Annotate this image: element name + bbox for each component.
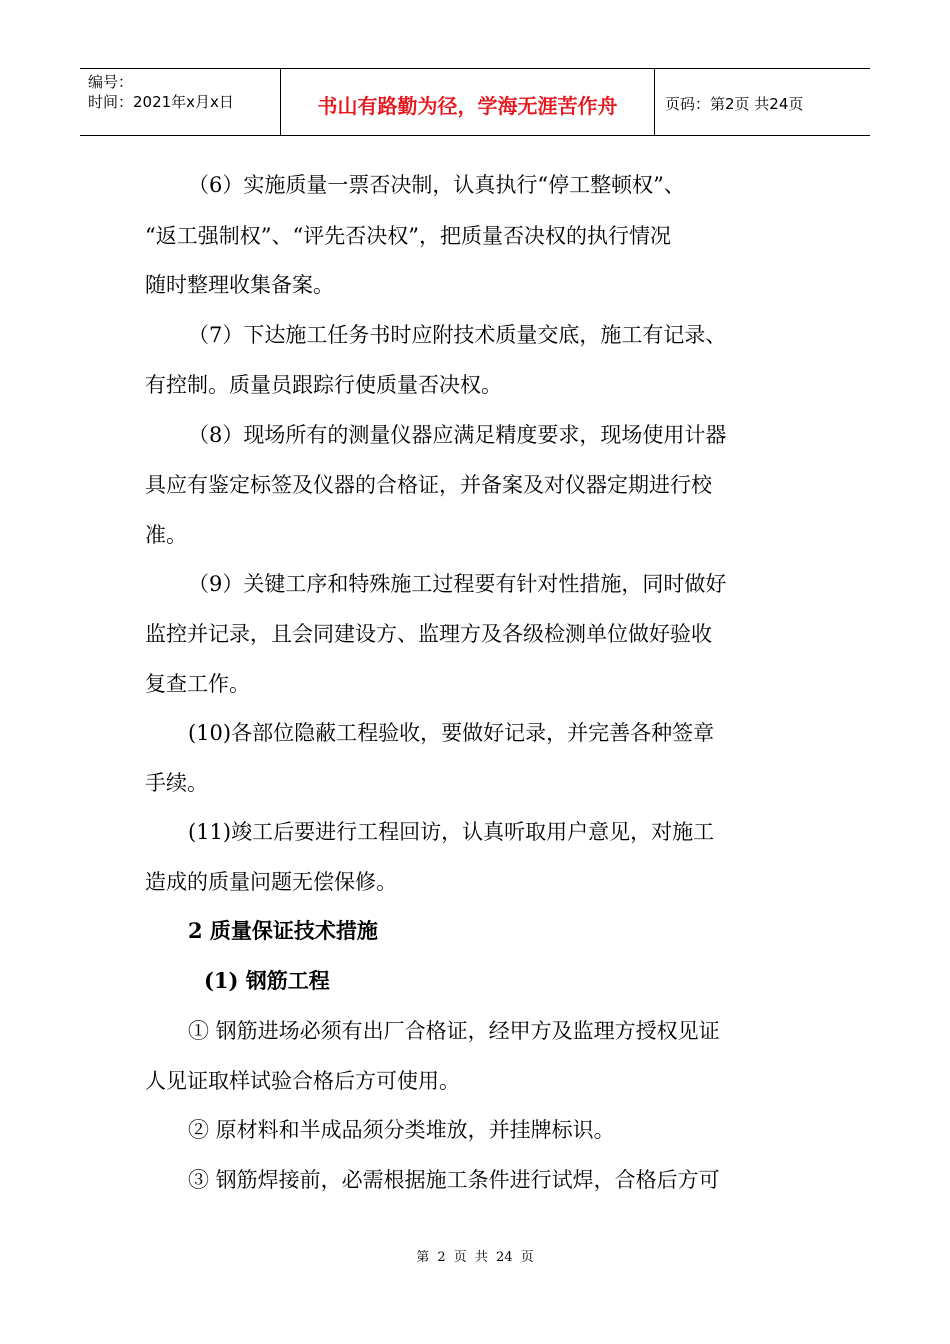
body-line: （9）关键工序和特殊施工过程要有针对性措施，同时做好	[188, 572, 727, 596]
body-line: ① 钢筋进场必须有出厂合格证，经甲方及监理方授权见证	[188, 1019, 720, 1043]
body-line: 有控制。质量员跟踪行使质量否决权。	[145, 373, 502, 397]
body-line: 人见证取样试验合格后方可使用。	[145, 1069, 460, 1093]
document-number: 编号：	[88, 73, 134, 91]
body-line: （6）实施质量一票否决制，认真执行“停工整顿权”、	[188, 173, 685, 197]
body-line: 随时整理收集备案。	[145, 273, 334, 297]
header-motto-cell	[281, 69, 655, 135]
body-line: (10)各部位隐蔽工程验收，要做好记录，并完善各种签章	[188, 721, 715, 745]
document-date: 时间：2021年x月x日	[88, 93, 234, 111]
header-motto: 书山有路勤为径，学海无涯苦作舟	[317, 93, 618, 118]
body-line: 监控并记录，且会同建设方、监理方及各级检测单位做好验收	[145, 622, 712, 646]
body-line: 具应有鉴定标签及仪器的合格证，并备案及对仪器定期进行校	[145, 473, 712, 497]
header-page-info: 页码：第2页 共24页	[665, 94, 804, 113]
body-line: ② 原材料和半成品须分类堆放，并挂牌标识。	[188, 1118, 615, 1142]
body-line: 准。	[145, 523, 187, 547]
body-line: （8）现场所有的测量仪器应满足精度要求，现场使用计器	[188, 423, 727, 447]
body-line: (11)竣工后要进行工程回访，认真听取用户意见，对施工	[188, 820, 715, 844]
page-footer: 第 2 页 共 24 页	[416, 1250, 534, 1265]
page-header	[80, 68, 870, 136]
section-heading: 2 质量保证技术措施	[188, 918, 378, 943]
body-line: 手续。	[145, 771, 208, 795]
body-line: “返工强制权”、“评先否决权”，把质量否决权的执行情况	[145, 224, 671, 248]
header-page-cell	[655, 69, 870, 135]
subsection-heading: (1) 钢筋工程	[204, 968, 330, 993]
body-line: ③ 钢筋焊接前，必需根据施工条件进行试焊，合格后方可	[188, 1168, 720, 1192]
body-line: （7）下达施工任务书时应附技术质量交底，施工有记录、	[188, 323, 727, 347]
header-meta-cell	[80, 69, 281, 135]
body-line: 复查工作。	[145, 672, 250, 696]
body-line: 造成的质量问题无偿保修。	[145, 870, 397, 894]
